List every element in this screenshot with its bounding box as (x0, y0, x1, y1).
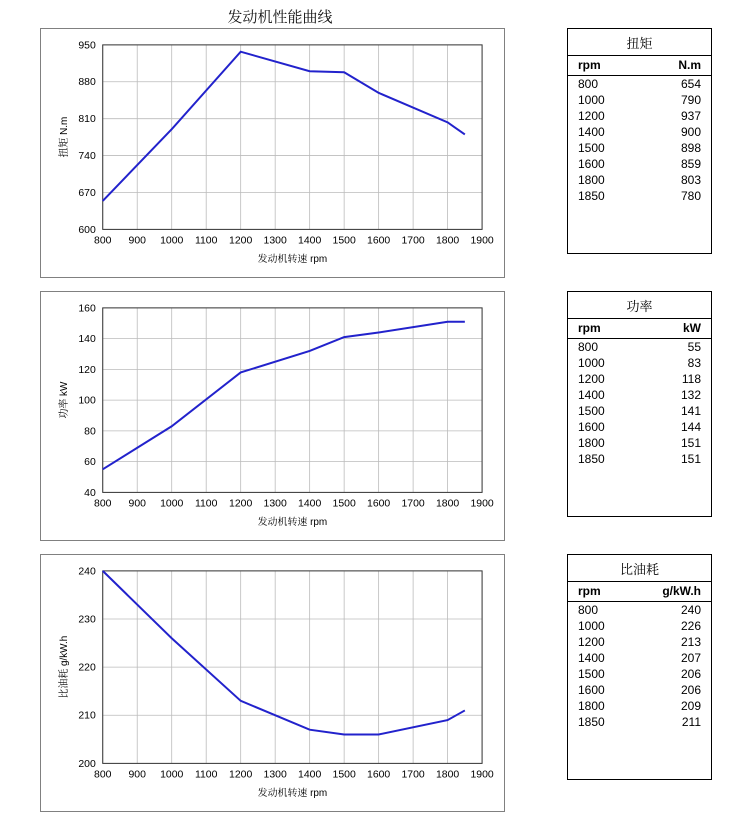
chart-fuel-consumption (40, 554, 505, 812)
cell-rpm: 1800 (578, 699, 605, 713)
cell-rpm: 1400 (578, 125, 605, 139)
table-row (568, 634, 711, 650)
cell-rpm: 1200 (578, 109, 605, 123)
page-title: 发动机性能曲线 (227, 9, 333, 26)
table-row (568, 172, 711, 188)
cell-value: 898 (680, 141, 701, 155)
table-row (568, 339, 711, 356)
svg-text:740: 740 (78, 151, 96, 163)
svg-text:1700: 1700 (401, 235, 425, 247)
svg-text:200: 200 (78, 758, 96, 770)
table-header-row (568, 582, 711, 602)
svg-text:160: 160 (78, 303, 96, 315)
column-header-rpm: rpm (568, 582, 631, 602)
table-row (568, 156, 711, 172)
table-row (568, 602, 711, 619)
svg-text:100: 100 (78, 395, 96, 407)
svg-text:1000: 1000 (160, 769, 184, 781)
cell-value: 937 (680, 109, 701, 123)
svg-text:240: 240 (78, 566, 96, 578)
chart-fuel-consumption-svg (41, 555, 504, 811)
table-row (568, 371, 711, 387)
svg-text:800: 800 (94, 235, 112, 247)
svg-text:1200: 1200 (229, 498, 253, 510)
svg-text:220: 220 (78, 662, 96, 674)
column-header-value: N.m (643, 56, 711, 76)
svg-text:670: 670 (78, 187, 96, 199)
svg-text:1800: 1800 (435, 769, 460, 781)
column-header-rpm: rpm (568, 56, 643, 76)
table-row (568, 140, 711, 156)
cell-value: 240 (680, 603, 701, 617)
cell-rpm: 1800 (578, 436, 605, 450)
table-row (568, 451, 711, 467)
svg-text:1900: 1900 (470, 498, 494, 510)
table-row (568, 188, 711, 204)
svg-text:1300: 1300 (263, 769, 287, 781)
table-row (568, 76, 711, 93)
cell-value: 144 (680, 420, 701, 434)
cell-rpm: 800 (578, 603, 599, 617)
table-row (568, 666, 711, 682)
cell-rpm: 800 (578, 340, 599, 354)
chart-power-svg (41, 292, 504, 540)
table-power-grid (568, 319, 711, 467)
svg-text:1900: 1900 (470, 769, 494, 781)
table-row (568, 650, 711, 666)
table-body (568, 76, 711, 205)
svg-text:1600: 1600 (367, 235, 391, 247)
cell-rpm: 1200 (578, 635, 605, 649)
cell-rpm: 1850 (578, 189, 605, 203)
cell-value: 211 (681, 715, 701, 729)
cell-value: 209 (680, 699, 701, 713)
svg-text:230: 230 (78, 614, 96, 626)
cell-rpm: 1500 (578, 667, 605, 681)
cell-value: 207 (680, 651, 701, 665)
cell-value: 83 (687, 356, 701, 370)
column-header-rpm: rpm (568, 319, 645, 339)
cell-rpm: 1400 (578, 651, 605, 665)
cell-value: 118 (681, 372, 701, 386)
cell-rpm: 1000 (578, 93, 605, 107)
svg-text:1800: 1800 (435, 235, 460, 247)
chart-torque-svg (41, 29, 504, 277)
svg-text:210: 210 (78, 710, 96, 722)
cell-value: 141 (680, 404, 701, 418)
cell-value: 213 (680, 635, 701, 649)
cell-value: 226 (680, 619, 701, 633)
svg-text:140: 140 (78, 334, 96, 346)
table-row (568, 108, 711, 124)
cell-value: 790 (680, 93, 701, 107)
cell-rpm: 1500 (578, 404, 605, 418)
cell-value: 55 (687, 340, 701, 354)
table-row (568, 618, 711, 634)
svg-text:1600: 1600 (367, 769, 391, 781)
svg-text:1500: 1500 (332, 235, 356, 247)
table-fuel-consumption (567, 554, 712, 780)
table-fuel-consumption-grid (568, 582, 711, 730)
svg-text:1700: 1700 (401, 498, 425, 510)
column-header-value: g/kW.h (631, 582, 711, 602)
cell-rpm: 1400 (578, 388, 605, 402)
svg-text:发动机转速 rpm: 发动机转速 rpm (257, 254, 328, 266)
svg-text:1300: 1300 (263, 498, 287, 510)
table-header-row (568, 319, 711, 339)
cell-value: 803 (680, 173, 701, 187)
column-header-value: kW (645, 319, 711, 339)
cell-rpm: 1800 (578, 173, 605, 187)
cell-value: 780 (680, 189, 701, 203)
table-row (568, 698, 711, 714)
chart-power (40, 291, 505, 541)
cell-value: 206 (680, 667, 701, 681)
svg-text:1900: 1900 (470, 235, 494, 247)
table-body (568, 602, 711, 731)
cell-rpm: 1600 (578, 420, 605, 434)
svg-text:900: 900 (128, 235, 146, 247)
table-row (568, 435, 711, 451)
svg-text:40: 40 (84, 487, 96, 499)
svg-text:1700: 1700 (401, 769, 425, 781)
cell-rpm: 1000 (578, 356, 605, 370)
table-row (568, 124, 711, 140)
svg-text:1800: 1800 (435, 498, 460, 510)
svg-text:发动机转速 rpm: 发动机转速 rpm (257, 788, 328, 800)
cell-rpm: 1500 (578, 141, 605, 155)
svg-text:1000: 1000 (160, 498, 184, 510)
svg-text:800: 800 (94, 498, 112, 510)
svg-text:950: 950 (78, 40, 96, 52)
svg-text:1200: 1200 (229, 235, 253, 247)
svg-text:60: 60 (84, 457, 96, 469)
svg-text:1400: 1400 (298, 235, 322, 247)
table-power (567, 291, 712, 517)
table-row (568, 419, 711, 435)
table-row (568, 92, 711, 108)
cell-rpm: 1850 (578, 452, 605, 466)
cell-value: 151 (680, 452, 701, 466)
svg-text:1300: 1300 (263, 235, 287, 247)
table-row (568, 682, 711, 698)
cell-value: 654 (680, 77, 701, 91)
svg-text:800: 800 (94, 769, 112, 781)
svg-text:比油耗 g/kW.h: 比油耗 g/kW.h (58, 635, 70, 699)
svg-text:发动机转速 rpm: 发动机转速 rpm (257, 517, 328, 529)
cell-value: 151 (680, 436, 701, 450)
svg-text:1100: 1100 (194, 235, 218, 247)
table-row (568, 403, 711, 419)
table-row (568, 355, 711, 371)
cell-value: 859 (680, 157, 701, 171)
chart-torque (40, 28, 505, 278)
cell-rpm: 1000 (578, 619, 605, 633)
cell-value: 206 (680, 683, 701, 697)
table-row (568, 714, 711, 730)
table-torque-title: 扭矩 (568, 29, 711, 56)
svg-text:80: 80 (84, 426, 96, 438)
cell-rpm: 1600 (578, 157, 605, 171)
svg-text:1100: 1100 (194, 498, 218, 510)
table-power-title: 功率 (568, 292, 711, 319)
cell-rpm: 1850 (578, 715, 605, 729)
svg-text:120: 120 (78, 364, 96, 376)
svg-text:1200: 1200 (229, 769, 253, 781)
svg-text:1400: 1400 (298, 769, 322, 781)
svg-text:600: 600 (78, 224, 96, 236)
svg-text:1000: 1000 (160, 235, 184, 247)
table-row (568, 387, 711, 403)
svg-text:900: 900 (128, 769, 146, 781)
cell-rpm: 1600 (578, 683, 605, 697)
table-torque-grid (568, 56, 711, 204)
svg-text:功率 kW: 功率 kW (58, 381, 70, 419)
svg-text:扭矩 N.m: 扭矩 N.m (58, 116, 70, 158)
cell-rpm: 800 (578, 77, 599, 91)
table-body (568, 339, 711, 468)
table-fuel-consumption-title: 比油耗 (568, 555, 711, 582)
svg-text:1400: 1400 (298, 498, 322, 510)
table-torque (567, 28, 712, 254)
cell-value: 132 (680, 388, 701, 402)
svg-text:1600: 1600 (367, 498, 391, 510)
cell-rpm: 1200 (578, 372, 605, 386)
svg-text:880: 880 (78, 77, 96, 89)
svg-text:1500: 1500 (332, 498, 356, 510)
svg-text:1500: 1500 (332, 769, 356, 781)
svg-text:810: 810 (78, 114, 96, 126)
svg-text:900: 900 (128, 498, 146, 510)
cell-value: 900 (680, 125, 701, 139)
table-header-row (568, 56, 711, 76)
svg-text:1100: 1100 (194, 769, 218, 781)
